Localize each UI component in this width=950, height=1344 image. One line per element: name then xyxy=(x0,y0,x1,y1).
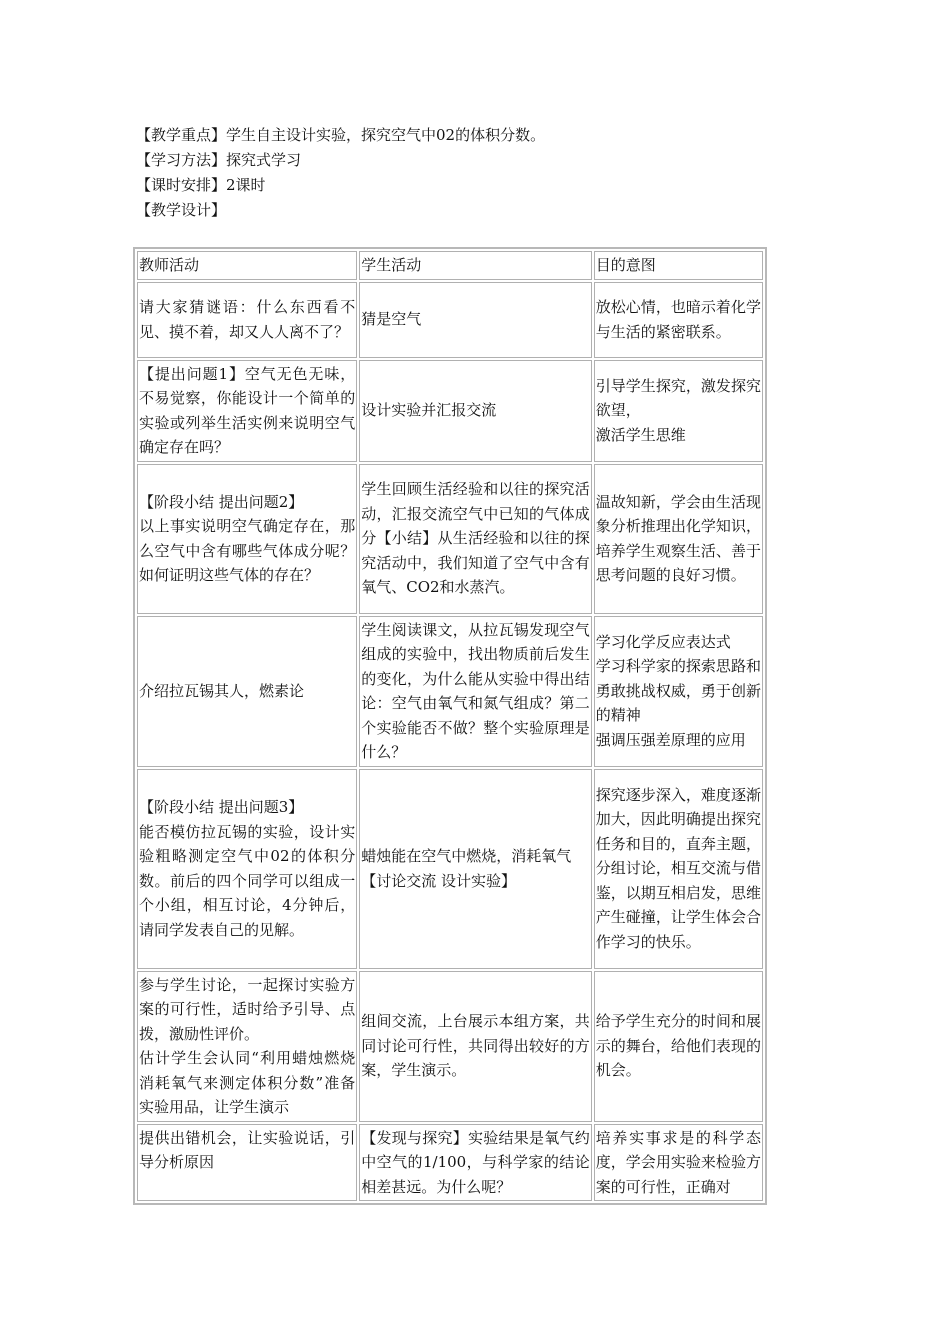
cell-text: 估计学生会认同“利用蜡烛燃烧消耗氧气来测定体积分数”准备实验用品，让学生演示 xyxy=(139,1049,356,1116)
class-hours-line: 【课时安排】2课时 xyxy=(136,176,266,194)
header-section xyxy=(136,123,776,223)
table-row xyxy=(137,1124,763,1202)
cell-text: 学习科学家的探索思路和勇敢挑战权威，勇于创新的精神 xyxy=(595,657,761,725)
cell-text: 蜡烛能在空气中燃烧，消耗氧气 xyxy=(361,847,572,865)
teaching-focus-line: 【教学重点】学生自主设计实验，探究空气中02的体积分数。 xyxy=(136,126,546,144)
purpose-cell xyxy=(594,971,763,1122)
cell-text: 【发现与探究】实验结果是氧气约中空气的1/100，与科学家的结论相差甚远。为什么呢？ xyxy=(361,1128,590,1196)
teacher-cell xyxy=(137,360,357,462)
teacher-cell xyxy=(137,769,357,969)
student-cell xyxy=(359,1124,591,1202)
teacher-cell xyxy=(137,971,357,1122)
table-row xyxy=(137,282,763,358)
header-teacher-activity: 教师活动 xyxy=(137,251,357,280)
cell-text: 【讨论交流 设计实验】 xyxy=(361,871,517,890)
header-student-activity: 学生活动 xyxy=(359,251,591,280)
cell-text: 【阶段小结 提出问题3】 xyxy=(139,798,304,816)
teacher-cell xyxy=(137,282,357,358)
student-cell xyxy=(359,616,591,767)
cell-text: 学习化学反应表达式 xyxy=(595,632,731,651)
student-cell xyxy=(359,360,591,462)
cell-text: 设计实验并汇报交流 xyxy=(361,401,497,420)
student-cell xyxy=(359,464,591,614)
teaching-design-table xyxy=(133,247,767,1205)
header-purpose: 目的意图 xyxy=(594,251,763,280)
cell-text: 温故知新，学会由生活现象分析推理出化学知识，培养学生观察生活、善于思考问题的良好习惯。 xyxy=(595,492,761,584)
purpose-cell xyxy=(594,769,763,969)
learning-method-line: 【学习方法】探究式学习 xyxy=(136,151,302,169)
table-row xyxy=(137,360,763,462)
student-cell xyxy=(359,971,591,1122)
purpose-cell xyxy=(594,1124,763,1202)
student-cell xyxy=(359,282,591,358)
purpose-cell xyxy=(594,616,763,767)
cell-text: 强调压强差原理的应用 xyxy=(595,730,746,749)
cell-text: 提供出错机会，让实验说话，引导分析原因 xyxy=(139,1128,356,1171)
teacher-cell xyxy=(137,464,357,614)
student-cell xyxy=(359,769,591,969)
purpose-cell xyxy=(594,360,763,462)
table-row xyxy=(137,464,763,614)
table-header-row xyxy=(137,251,763,280)
cell-text: 引导学生探究，激发探究欲望， xyxy=(595,376,761,420)
teaching-design-line: 【教学设计】 xyxy=(136,201,227,219)
purpose-cell xyxy=(594,464,763,614)
table-row xyxy=(137,616,763,767)
cell-text: 【阶段小结 提出问题2】 xyxy=(139,492,304,511)
cell-text: 猜是空气 xyxy=(361,310,422,329)
cell-text: 参与学生讨论，一起探讨实验方案的可行性，适时给予引导、点拨，激励性评价。 xyxy=(139,975,356,1043)
cell-text: 学生阅读课文，从拉瓦锡发现空气组成的实验中，找出物质前后发生的变化，为什么能从实验中得出结论：空气由氧气和氮气组成？第二个实验能否不做？整个实验原理是什么？ xyxy=(361,620,590,761)
cell-text: 探究逐步深入，难度逐渐加大，因此明确提出探究任务和目的，直奔主题，分组讨论，相互交流与借鉴，以期互相启发，思维产生碰撞，让学生体会合作学习的快乐。 xyxy=(595,785,761,951)
cell-text: 以上事实说明空气确定存在，那么空气中含有哪些气体成分呢？如何证明这些气体的存在？ xyxy=(139,517,356,584)
purpose-cell xyxy=(594,282,763,358)
cell-text: 能否模仿拉瓦锡的实验，设计实验粗略测定空气中02的体积分数。前后的四个同学可以组成一个小组，相互讨论，4分钟后，请同学发表自己的见解。 xyxy=(139,822,356,939)
cell-text: 组间交流，上台展示本组方案，共同讨论可行性，共同得出较好的方案，学生演示。 xyxy=(361,1012,590,1080)
cell-text: 给予学生充分的时间和展示的舞台，给他们表现的机会。 xyxy=(595,1012,761,1080)
cell-text: 【提出问题1】空气无色无味，不易觉察，你能设计一个简单的实验或列举生活实例来说明空气确定存在吗？ xyxy=(139,364,356,456)
teacher-cell xyxy=(137,616,357,767)
cell-text: 培养实事求是的科学态度，学会用实验来检验方案的可行性，正确对 xyxy=(595,1128,761,1196)
cell-text: 介绍拉瓦锡其人，燃素论 xyxy=(139,681,305,700)
cell-text: 请大家猜谜语：什么东西看不见、摸不着，却又人人离不了？ xyxy=(139,298,356,341)
teacher-cell xyxy=(137,1124,357,1202)
cell-text: 学生回顾生活经验和以往的探究活动，汇报交流空气中已知的气体成分【小结】从生活经验和以往的探究活动中，我们知道了空气中含有氧气、CO2和水蒸汽。 xyxy=(361,480,590,597)
cell-text: 放松心情，也暗示着化学与生活的紧密联系。 xyxy=(595,298,761,341)
table-row xyxy=(137,971,763,1122)
cell-text: 激活学生思维 xyxy=(595,425,686,444)
table-row xyxy=(137,769,763,969)
